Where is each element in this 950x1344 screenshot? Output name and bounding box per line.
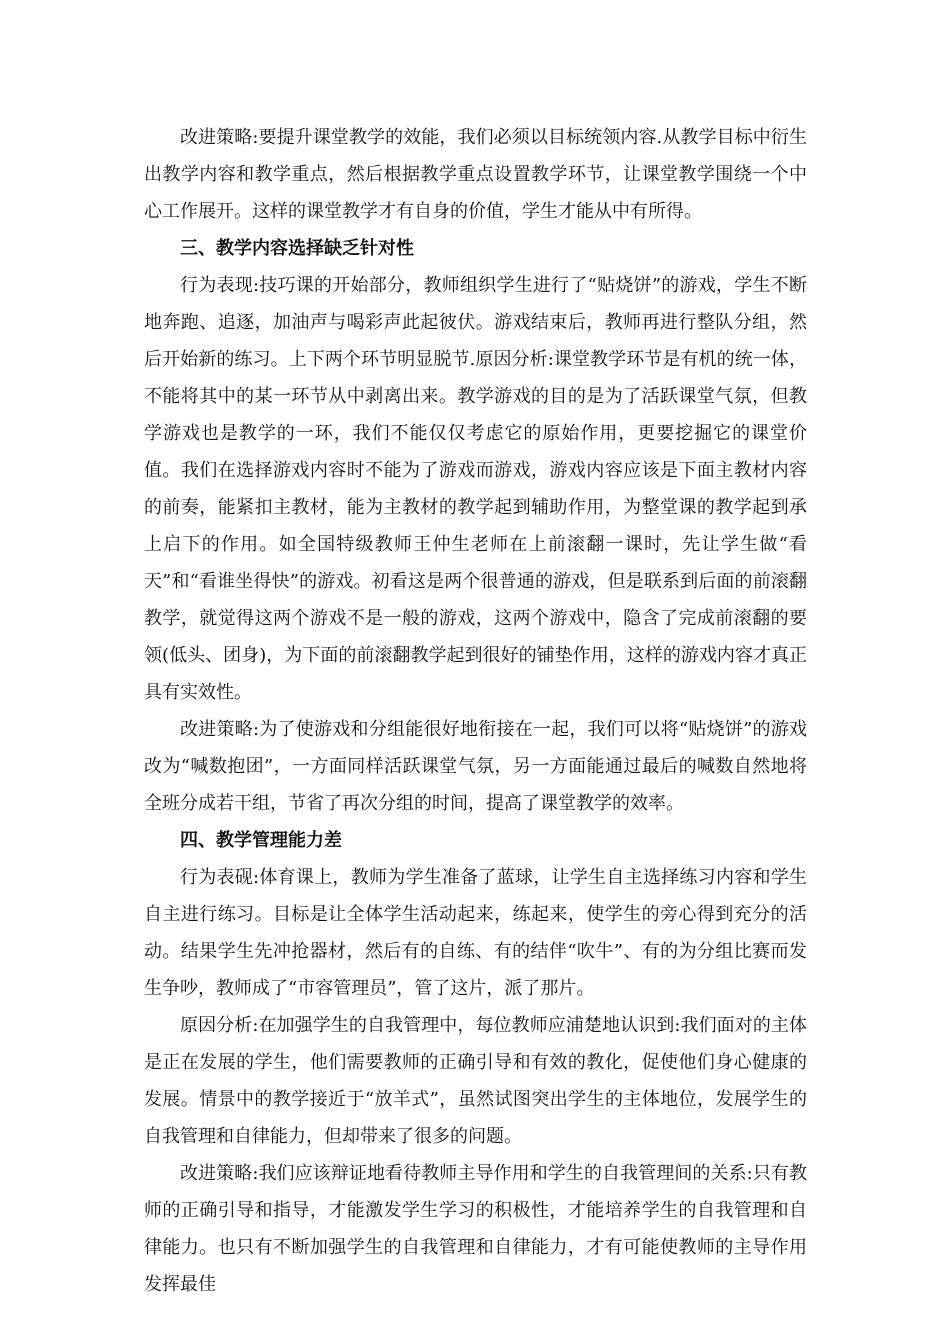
paragraph-behavior-4: 行为表砚:体育课上，教师为学生准备了蓝球，让学生自主选择练习内容和学生自主进行练习。目标是让全体学生活动起来，练起来，使学生的旁心得到充分的活动。结果学生先冲抢器材，然后有的自练、有的结伴“吹牛”、有的为分组比赛而发生争吵，教师成了“市容管理员”，管了这片，派了那片。 — [144, 867, 807, 999]
paragraph-strategy-1: 改进策略:要提升课堂教学的效能，我们必须以目标统领内容.从教学目标中衍生出教学内容和教学重点，然后根据教学重点设置教学环节，让课堂教学围绕一个中心工作展开。这样的课堂教学才有自身的价值，学生才能从中有所得。 — [144, 127, 807, 222]
section-heading-3: 三、教学内容选择缺乏针对性 — [180, 238, 414, 259]
paragraph-analysis-4: 原因分析:在加强学生的自我管理中，每位教师应浦楚地认识到:我们面对的主体是正在发展的学生，他们需要教师的正确引导和有效的教化，促使他们身心健康的发展。情景中的教学接近于“放羊式”，虽然试图突出学生的主体地位，发展学生的自我管理和自律能力，但却带来了很多的问题。 — [144, 1015, 807, 1147]
document-body — [144, 119, 807, 1303]
paragraph-strategy-4: 改进策略:我们应该辩证地看待教师主导作用和学生的自我管理间的关系:只有教师的正确引导和指导，才能激发学生学习的积极性，才能培养学生的自我管理和自律能力。也只有不断加强学生的自我管理和自律能力，才有可能使教师的主导作用发挥最佳 — [144, 1163, 807, 1295]
paragraph-behavior-3: 行为表现:技巧课的开始部分，教师组织学生进行了“贴烧饼”的游戏，学生不断地奔跑、追逐，加油声与喝彩声此起彼伏。游戏结束后，教师再进行整队分组，然后开始新的练习。上下两个环节明显脱节.原因分析:课堂教学环节是有机的统一体，不能将其中的某一环节从中剥离出来。教学游戏的目的是为了活跃课堂气氛，但教学游戏也是教学的一环，我们不能仅仅考虑它的原始作用，更要挖掘它的课堂价值。我们在选择游戏内容时不能为了游戏而游戏，游戏内容应该是下面主教材内容的前奏，能紧扣主教材，能为主教材的教学起到辅助作用，为整堂课的教学起到承上启下的作用。如全国特级教师王仲生老师在上前滚翻一课时，先让学生做“看天”和“看谁坐得快”的游戏。初看这是两个很普通的游戏，但是联系到后面的前滚翻教学，就觉得这两个游戏不是一般的游戏，这两个游戏中，隐含了完成前滚翻的要领(低头、团身)，为下面的前滚翻教学起到很好的铺垫作用，这样的游戏内容才真正具有实效性。 — [144, 275, 807, 703]
paragraph-strategy-3: 改进策略:为了使游戏和分组能很好地衔接在一起，我们可以将“贴烧饼”的游戏改为“喊数抱团”，一方面同样活跃课堂气氛，另一方面能通过最后的喊数自然地将全班分成若干组，节省了再次分组的时间，提高了课堂教学的效率。 — [144, 719, 807, 814]
section-heading-4: 四、教学管理能力差 — [180, 830, 342, 851]
